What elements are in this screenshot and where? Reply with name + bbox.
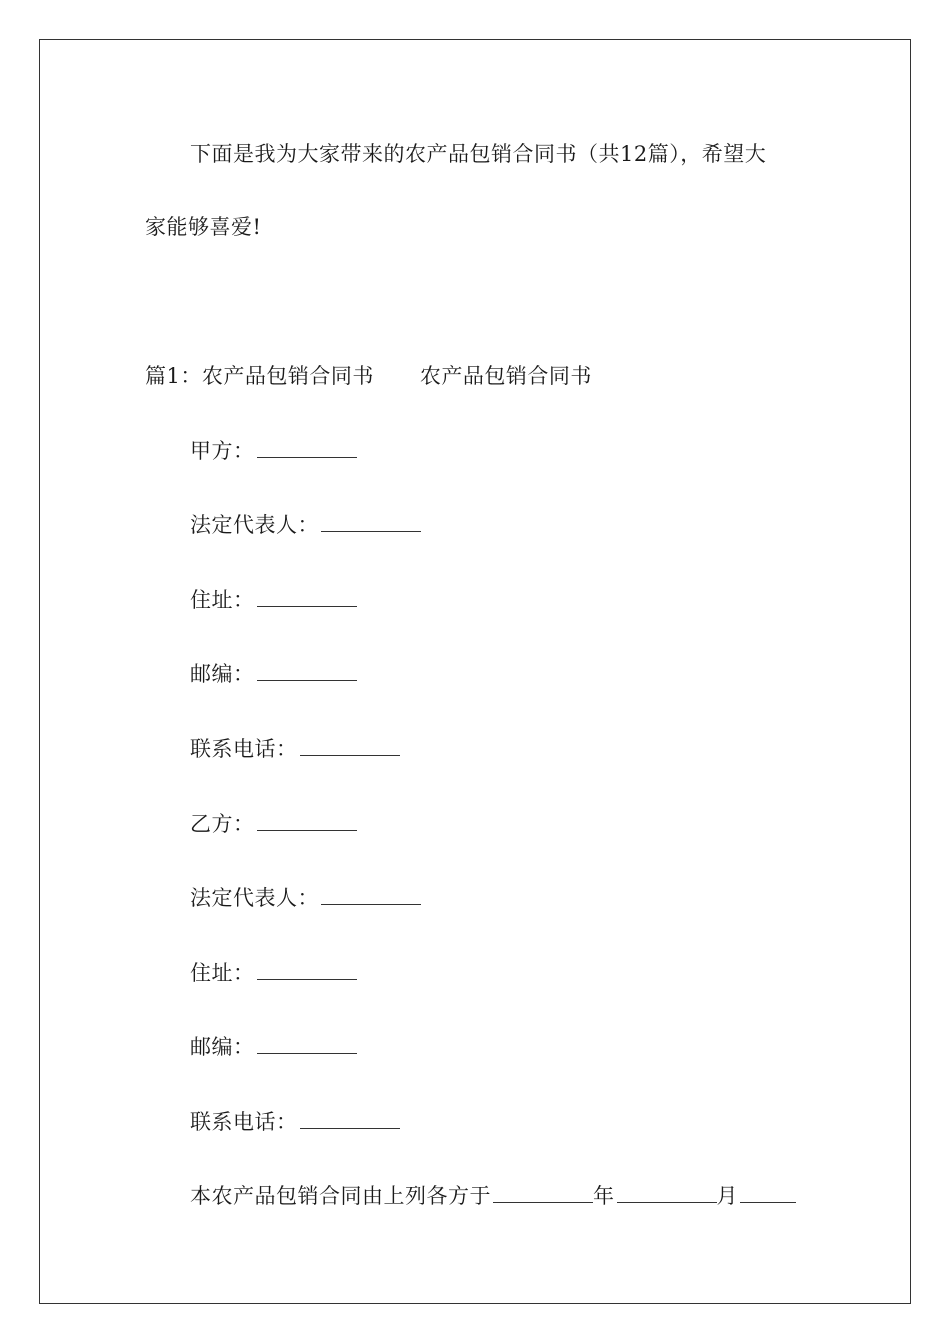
party-a-name-label: 甲方： [190,439,255,463]
party-b-rep-row [190,884,421,912]
party-a-postcode-blank[interactable] [257,660,357,681]
party-b-postcode-blank[interactable] [257,1033,357,1054]
party-a-phone-row [190,735,400,763]
party-a-address-label: 住址： [190,588,255,612]
party-b-address-blank[interactable] [257,959,357,980]
party-b-address-label: 住址： [190,961,255,985]
party-a-name-row [190,437,357,465]
party-b-postcode-label: 邮编： [190,1035,255,1059]
section-heading [145,362,592,390]
party-b-rep-label: 法定代表人： [190,886,319,910]
party-b-name-blank[interactable] [257,810,357,831]
closing-month-blank[interactable] [617,1182,717,1203]
party-a-address-blank[interactable] [257,586,357,607]
party-a-rep-row [190,511,421,539]
party-b-name-row [190,810,357,838]
party-b-phone-label: 联系电话： [190,1110,298,1134]
party-b-phone-blank[interactable] [300,1108,400,1129]
party-b-postcode-row [190,1033,357,1061]
party-b-rep-blank[interactable] [321,884,421,905]
section-heading-part-1: 篇1：农产品包销合同书 [145,364,374,388]
intro-text-1: 下面是我为大家带来的农产品包销合同书（共12篇），希望大 [190,142,767,166]
party-a-name-blank[interactable] [257,437,357,458]
intro-line-1 [190,140,766,168]
intro-line-2 [145,213,261,241]
party-a-postcode-label: 邮编： [190,662,255,686]
party-b-phone-row [190,1108,400,1136]
party-b-name-label: 乙方： [190,812,255,836]
party-a-phone-label: 联系电话： [190,737,298,761]
section-heading-part-2: 农产品包销合同书 [419,364,592,388]
closing-day-blank[interactable] [740,1182,796,1203]
party-a-rep-label: 法定代表人： [190,513,319,537]
closing-year-label: 年 [593,1184,615,1208]
party-a-rep-blank[interactable] [321,511,421,532]
party-b-address-row [190,959,357,987]
closing-year-blank[interactable] [493,1182,593,1203]
closing-text: 本农产品包销合同由上列各方于 [190,1184,491,1208]
closing-month-label: 月 [716,1184,738,1208]
party-a-address-row [190,586,357,614]
closing-row [190,1182,796,1210]
party-a-phone-blank[interactable] [300,735,400,756]
intro-text-2: 家能够喜爱! [145,215,262,239]
party-a-postcode-row [190,660,357,688]
